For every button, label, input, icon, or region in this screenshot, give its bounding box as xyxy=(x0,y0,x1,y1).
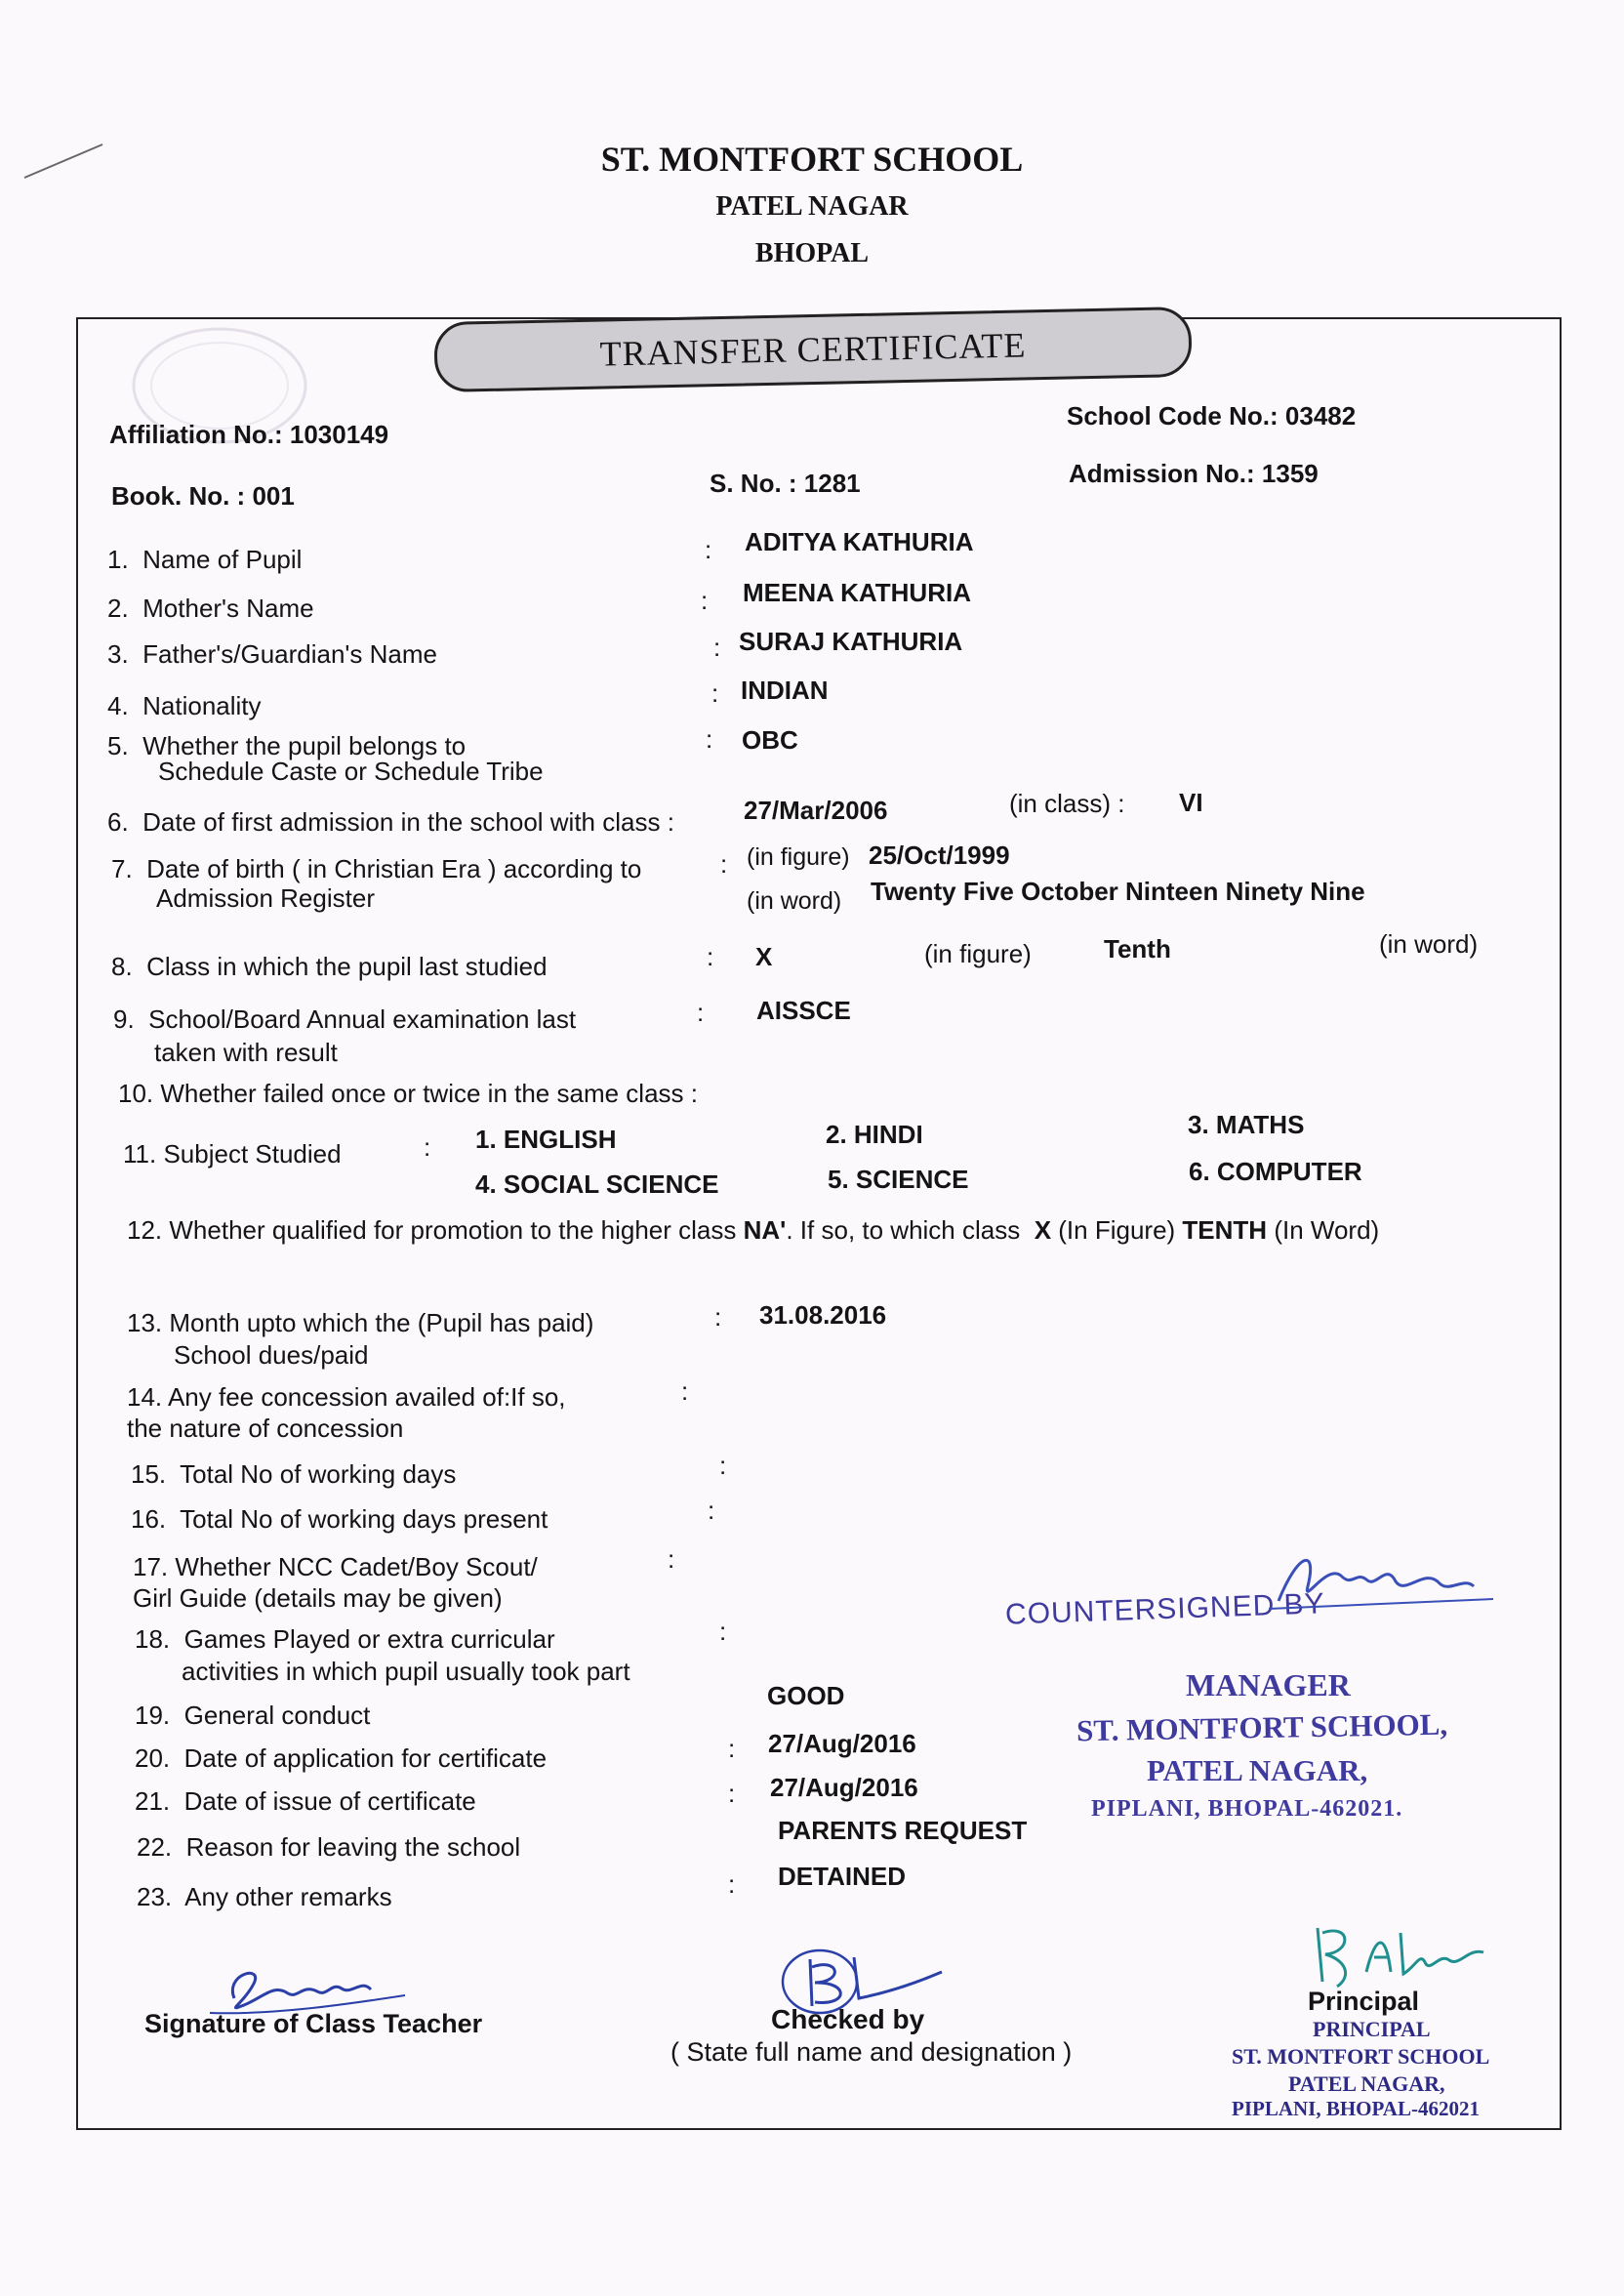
first-admission-date: 27/Mar/2006 xyxy=(744,796,888,825)
principal-stamp-school: ST. MONTFORT SCHOOL xyxy=(1232,2044,1490,2069)
promotion-value: NA' xyxy=(743,1215,787,1245)
field-8-label: 8. Class in which the pupil last studied xyxy=(111,952,548,981)
serial-number: S. No. : 1281 xyxy=(710,469,861,498)
affiliation-value: 1030149 xyxy=(289,420,389,449)
dob-word: Twenty Five October Ninteen Ninety Nine xyxy=(871,877,1365,906)
colon: : xyxy=(706,724,713,754)
colon: : xyxy=(705,535,712,564)
general-conduct: GOOD xyxy=(767,1681,845,1710)
in-word-label: (in word) xyxy=(747,887,842,915)
colon: : xyxy=(728,1734,736,1763)
colon: : xyxy=(424,1132,431,1162)
leaving-reason: PARENTS REQUEST xyxy=(778,1816,1028,1845)
promotion-class-word: TENTH xyxy=(1182,1215,1268,1245)
in-figure-label: (in figure) xyxy=(747,843,850,871)
field-7-label: 7. Date of birth ( in Christian Era ) according to xyxy=(111,854,642,883)
affiliation-label: Affiliation No.: 1030149 xyxy=(109,420,389,449)
colon: : xyxy=(720,849,728,879)
admission-number-value: 1359 xyxy=(1261,459,1319,488)
field-19-label: 19. General conduct xyxy=(135,1701,371,1730)
school-code: School Code No.: 03482 xyxy=(1067,401,1357,430)
countersign-signature xyxy=(1259,1542,1503,1620)
colon: : xyxy=(701,586,709,615)
application-date: 27/Aug/2016 xyxy=(768,1729,916,1758)
field-13-label-line2: School dues/paid xyxy=(174,1340,369,1370)
in-class-label: (in class) : xyxy=(1009,789,1125,818)
scan-mark xyxy=(20,137,107,185)
field-1-label: 1. Name of Pupil xyxy=(107,545,303,574)
book-number-value: 001 xyxy=(252,481,295,511)
field-9-label: 9. School/Board Annual examination last xyxy=(113,1004,577,1034)
principal-stamp-title: PRINCIPAL xyxy=(1313,2017,1431,2041)
colon: : xyxy=(719,1617,727,1646)
principal-stamp-locality: PATEL NAGAR, xyxy=(1288,2071,1445,2096)
field-14-label: 14. Any fee concession availed of:If so, xyxy=(127,1382,566,1412)
nationality: INDIAN xyxy=(741,676,829,705)
father-name: SURAJ KATHURIA xyxy=(739,627,963,656)
serial-number-value: 1281 xyxy=(803,469,861,498)
colon: : xyxy=(728,1869,736,1899)
field-7-label-line2: Admission Register xyxy=(156,883,375,913)
checked-by-label: Checked by xyxy=(771,2004,925,2034)
manager-stamp-address: PIPLANI, BHOPAL-462021. xyxy=(1091,1796,1403,1822)
admission-class: VI xyxy=(1179,788,1203,817)
field-18-label-line2: activities in which pupil usually took part xyxy=(182,1657,630,1686)
subject-3: 3. MATHS xyxy=(1188,1110,1305,1139)
field-5-label: 5. Whether the pupil belongs to xyxy=(107,731,467,760)
principal-stamp-address: PIPLANI, BHOPAL-462021 xyxy=(1232,2097,1480,2120)
field-14-label-line2: the nature of concession xyxy=(127,1414,404,1443)
subject-2: 2. HINDI xyxy=(826,1120,923,1149)
field-4-label: 4. Nationality xyxy=(107,691,262,720)
dob-figure: 25/Oct/1999 xyxy=(869,840,1010,870)
field-15-label: 15. Total No of working days xyxy=(131,1459,457,1489)
subject-6: 6. COMPUTER xyxy=(1189,1157,1362,1186)
colon: : xyxy=(711,678,719,708)
colon: : xyxy=(681,1376,689,1406)
field-11-label: 11. Subject Studied xyxy=(123,1139,342,1168)
field-21-label: 21. Date of issue of certificate xyxy=(135,1786,476,1816)
school-code-value: 03482 xyxy=(1284,401,1357,430)
subject-4: 4. SOCIAL SCIENCE xyxy=(475,1169,719,1199)
field-10-label: 10. Whether failed once or twice in the same class : xyxy=(118,1079,698,1108)
colon: : xyxy=(707,942,714,971)
in-word-label: (in word) xyxy=(1379,929,1479,959)
subject-5: 5. SCIENCE xyxy=(828,1165,969,1194)
school-name: ST. MONTFORT SCHOOL xyxy=(600,140,1024,179)
field-16-label: 16. Total No of working days present xyxy=(131,1504,548,1534)
school-locality: PATEL NAGAR xyxy=(715,191,909,222)
colon: : xyxy=(708,1496,715,1525)
other-remarks: DETAINED xyxy=(778,1862,906,1891)
field-20-label: 20. Date of application for certificate xyxy=(135,1743,548,1773)
field-3-label: 3. Father's/Guardian's Name xyxy=(107,639,437,669)
colon: : xyxy=(668,1544,675,1574)
field-6-label: 6. Date of first admission in the school with class : xyxy=(107,807,674,837)
field-2-label: 2. Mother's Name xyxy=(107,594,314,623)
book-number: Book. No. : 001 xyxy=(111,481,295,511)
caste-category: OBC xyxy=(742,725,798,755)
manager-stamp-school: ST. MONTFORT SCHOOL, xyxy=(1076,1706,1448,1748)
countersigned-stamp: COUNTERSIGNED BY xyxy=(1004,1587,1326,1631)
mother-name: MEENA KATHURIA xyxy=(743,578,971,607)
principal-label: Principal xyxy=(1308,1987,1420,2016)
manager-stamp-locality: PATEL NAGAR, xyxy=(1147,1753,1368,1787)
school-city: BHOPAL xyxy=(754,238,870,268)
field-12-label: 12. Whether qualified for promotion to the higher class NA'. If so, to which class X (In Figure) TENTH (In Word) xyxy=(127,1215,1380,1245)
field-23-label: 23. Any other remarks xyxy=(137,1882,392,1911)
issue-date: 27/Aug/2016 xyxy=(770,1773,918,1802)
dues-paid-until: 31.08.2016 xyxy=(759,1300,887,1330)
subject-1: 1. ENGLISH xyxy=(475,1125,617,1154)
promotion-class-figure: X xyxy=(1034,1215,1052,1245)
field-17-label: 17. Whether NCC Cadet/Boy Scout/ xyxy=(133,1552,538,1581)
field-18-label: 18. Games Played or extra curricular xyxy=(135,1624,555,1654)
field-13-label: 13. Month upto which the (Pupil has paid) xyxy=(127,1308,594,1337)
last-class-figure: X xyxy=(755,942,773,971)
field-5-label-line2: Schedule Caste or Schedule Tribe xyxy=(158,757,544,786)
colon: : xyxy=(728,1779,736,1808)
colon: : xyxy=(714,1302,722,1332)
in-figure-label: (in figure) xyxy=(924,939,1032,968)
field-9-label-line2: taken with result xyxy=(154,1038,338,1067)
manager-stamp: MANAGER xyxy=(1186,1667,1351,1702)
class-teacher-label: Signature of Class Teacher xyxy=(144,2009,483,2038)
field-22-label: 22. Reason for leaving the school xyxy=(137,1832,521,1862)
last-class-word: Tenth xyxy=(1104,934,1171,964)
colon: : xyxy=(719,1451,727,1480)
colon: : xyxy=(697,998,705,1027)
checked-by-note: ( State full name and designation ) xyxy=(670,2037,1073,2067)
colon: : xyxy=(713,633,721,662)
pupil-name: ADITYA KATHURIA xyxy=(745,527,974,556)
certificate-title: TRANSFER CERTIFICATE xyxy=(433,307,1192,392)
admission-number: Admission No.: 1359 xyxy=(1069,459,1319,488)
field-17-label-line2: Girl Guide (details may be given) xyxy=(133,1583,503,1613)
last-exam: AISSCE xyxy=(756,996,851,1025)
